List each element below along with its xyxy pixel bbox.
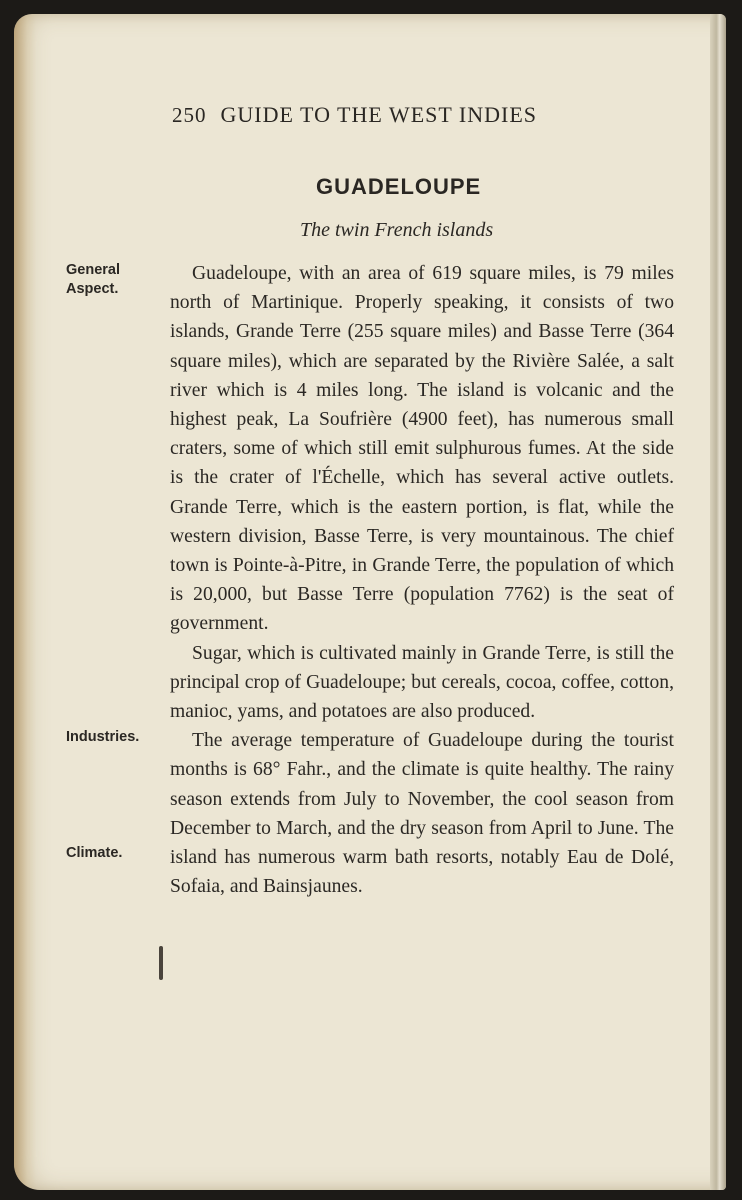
- section-subtitle: The twin French islands: [300, 219, 494, 241]
- paragraph-industries: Sugar, which is cultivated mainly in Grande Terre, is still the principal crop of Guadeloupe; but cereals, cocoa, coffee, cotton, manioc, yams, and potatoes are also produced.: [170, 642, 674, 723]
- paragraph-general-aspect: Guadeloupe, with an area of 619 square miles, is 79 miles north of Martinique. Properly speaking, it consists of two islands, Grande Terre (255 square miles) and Basse Terre (364 square miles), which are separated by the Rivière Salée, a salt river which is 4 miles long. The island is volcanic and the highest peak, La Soufrière (4900 feet), has numerous small craters, some of which still emit sulphurous fumes. At the side is the crater of l'Échelle, which has several active outlets. Grande Terre, which is the eastern portion, is flat, while the western division, Basse Terre, is very mountainous. The chief town is Pointe-à-Pitre, in Grande Terre, the population of which is 20,000, but Basse Terre (population 7762) is the seat of government.: [170, 263, 674, 635]
- ink-mark: [159, 946, 163, 980]
- running-head: [172, 102, 537, 128]
- sidenote-industries: Industries.: [66, 729, 140, 745]
- page-gutter-shadow: [14, 14, 36, 1190]
- body-text: [170, 259, 674, 901]
- page-edge: [710, 14, 726, 1190]
- page-number: 250: [172, 103, 207, 127]
- paragraph-climate: The average temperature of Guadeloupe during the tourist months is 68° Fahr., and the climate is quite healthy. The rainy season extends from July to November, the cool season from December to March, and the dry season from April to June. The island has numerous warm bath resorts, notably Eau de Dolé, Sofaia, and Bainsjaunes.: [170, 730, 674, 898]
- sidenote-general: General: [66, 262, 120, 278]
- sidenote-climate: Climate.: [66, 845, 123, 861]
- running-title: GUIDE TO THE WEST INDIES: [220, 102, 538, 127]
- book-page: [14, 14, 726, 1190]
- section-title: GUADELOUPE: [316, 174, 482, 199]
- sidenote-aspect: Aspect.: [66, 281, 119, 297]
- sidenote-general-aspect: [66, 261, 120, 299]
